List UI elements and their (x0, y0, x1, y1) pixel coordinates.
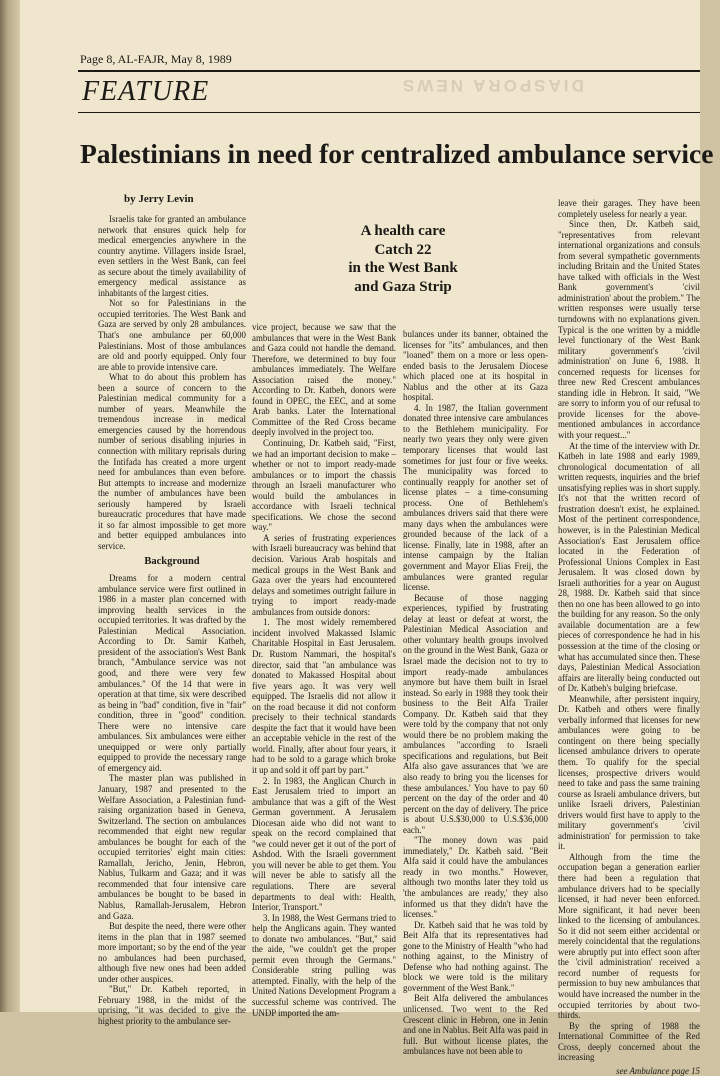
paragraph: Since then, Dr. Katbeh said, "representatives from relevant international organizations and consuls from several sympathetic governments including Britain and the United States have talked with officials in the West Bank government's 'civil administration' about the problem." The written responses were usually terse turndowns with no explanations given. Typical is the one written by a middle level functionary of the West Bank military government's 'civil administration' on June 6, 1988. It concerned requests for licenses for three new Red Crescent ambulances standing idle in Hebron. It said, "We are sorry to inform you of our refusal to provide licenses for the above-mentioned ambulances in accordance with your request..." (558, 219, 700, 441)
column-3 (403, 329, 548, 1057)
paragraph: A series of frustrating experiences with Israeli bureaucracy was behind that decision. Various Arab hospitals and medical groups in the West Bank and Gaza over the years had encountered delays and sometimes outright failure in trying to import ready-made ambulances from outside donors: (252, 532, 396, 617)
paragraph: 1. The most widely remembered incident involved Makassed Islamic Charitable Hospital in East Jerusalem. Dr. Rustom Nammari, the hospital's director, said that "an ambulance was donated to Makassed Hospital about five years ago. It was very well equipped. The Israelis did not allow it on the road because it did not conform precisely to their technical standards despite the fact that it would have been an acceptable vehicle in the rest of the world. Finally, after about four years, it had to be sold to a garage which broke it up and sold it off part by part." (252, 617, 396, 775)
deck-line: A health care (360, 223, 446, 239)
paragraph: 2. In 1983, the Anglican Church in East Jerusalem tried to import an ambulance that was a gift of the West German government. A Jerusalem Diocesan aide who did not want to speak on the record complained that "we could never get it out of the port of Ashdod. With the Israeli government you will never be able to get them. You will never be able to satisfy all the regulations. There are several departments to deal with: Health, Interior, Transport." (252, 775, 396, 913)
paragraph: By the spring of 1988 the International Committee of the Red Cross, deeply concerned about the increasing (558, 1020, 700, 1063)
column-4 (558, 198, 700, 1076)
deck-line: in the West Bank (348, 260, 458, 276)
deck-subhead (252, 222, 554, 296)
subheading-background: Background (144, 555, 200, 567)
continued-jump-line: see Ambulance page 15 (616, 1065, 700, 1076)
bleed-through-text: DIASPORA NEWS (400, 76, 584, 95)
deck-line: Catch 22 (374, 241, 432, 258)
section-rule (78, 112, 700, 113)
section-label: FEATURE (82, 76, 210, 107)
paragraph: At the time of the interview with Dr. Katbeh in late 1988 and early 1989, chronological documentation of all written requests, inquiries and the brief unsatisfying replies was in short supply. It's not that the written record of frustration doesn't exist, he explained. Most of the pertinent correspondence, however, is in the Palestinian Medical Association's East Jerusalem office located in the Federation of Professional Unions Complex in East Jerusalem. It was closed down by Israeli authorities for a year on August 28, 1988. Dr. Katbeh said that since then no one has been allowed to go into the building for any reason. So the only available documentation are a few pieces of correspondence he had in his possession at the time of the closing or what has accumulated since then. These days, Palestinian Medical Association affairs are literally being conducted out of Dr. Katbeh's bulging briefcase. (558, 440, 700, 694)
paragraph: "But," Dr. Katbeh reported, in February 1988, in the midst of the uprising, "it was decided to give the highest priority to the ambulance ser- (98, 984, 246, 1027)
paragraph: Not so for Palestinians in the occupied territories. The West Bank and Gaza are served by only 28 ambulances. That's one ambulance per 60,000 Palestinians. Most of those ambulances are old and poorly equipped. Only four are able to provide intensive care. (98, 298, 246, 372)
paragraph: Dreams for a modern central ambulance service were first outlined in 1986 in a master plan concerned with improving health services in the occupied territories. It was drafted by the Palestinian Medical Association. According to Dr. Samir Katbeh, president of the association's West Bank branch, "Ambulance service was not good, and there were very few ambulances." Of the 14 that were in operation at that time, six were described as being in "bad" condition, five in "fair" condition, three in "good" condition. There were no intensive care ambulances. Six ambulances were either unequipped or were only partially equipped to provide the necessary range of emergency aid. (98, 573, 246, 773)
paragraph: Because of those nagging experiences, typified by frustrating delay at least or defeat at worst, the Palestinian Medical Association and other voluntary health groups involved on the ground in the West Bank, Gaza or Israel made the decision not to try to import ready-made ambulances anymore but have them built in Israel instead. So early in 1988 they took their business to the Beit Alfa Trailer Company. Dr. Katbeh said that they were told by the company that not only would there be no problem making the ambulances "according to Israeli specifications and regulations, but Beit Alfa also gave assurances that 'we are also ready to bring you the licenses for these ambulances.' You have to pay 60 percent on the day of the order and 40 percent on the day of delivery. The price is about U.S.$30,000 to U.S.$36,000 each." (403, 592, 548, 835)
deck-line: and Gaza Strip (354, 278, 452, 295)
paragraph: Dr. Katbeh said that he was told by Beit Alfa that its representatives had gone to the Ministry of Health "who had nothing against, to the Ministry of Defense who had nothing against. The block we were told is the military government of the West Bank." (403, 919, 548, 993)
column-2 (252, 322, 396, 1018)
newspaper-page (20, 0, 714, 1076)
paragraph: Although from the time the occupation began a generation earlier there had been a regulation that ambulance drivers had to be specially licensed, it had never been enforced. More significant, it had never been linked to the licensing of ambulances. So it did not seem either accidental or merely coincidental that the regulations were abruptly put into effect soon after the 'civil administration' received a record number of requests for permission to buy new ambulances that would have increased the number in the occupied territories by about two-thirds. (558, 851, 700, 1021)
paragraph: Continuing, Dr. Katbeh said, "First, we had an important decision to make – whether or not to import ready-made ambulances or to import the chassis through an Israeli manufacturer who would build the ambulances in accordance with Israeli technical specifications. We chose the second way." (252, 438, 396, 533)
paragraph: The master plan was published in January, 1987 and presented to the Welfare Association, a Palestinian fund-raising organization based in Geneva, Switzerland. The section on ambulances recommended that eight new regular ambulances be bought for each of the occupied territories' eight main cities: Ramallah, Jericho, Jenin, Hebron, Nablus, Tulkarm and Gaza; and it was recommended that four intensive care ambulances be bought to be based in Nablus, Ramallah-Jerusalem, Hebron and Gaza. (98, 773, 246, 921)
paragraph: "The money down was paid immediately," Dr. Katbeh said. "Beit Alfa said it could have the ambulances ready in two months." However, although two months later they told us 'the ambulances are ready,' they also informed us that they didn't have the licenses." (403, 835, 548, 920)
byline: by Jerry Levin (124, 193, 194, 205)
paragraph: But despite the need, there were other items in the plan that in 1987 seemed more important; so by the end of the year no ambulances had been purchased, although five new ones had been added under other auspices. (98, 921, 246, 984)
paragraph: Meanwhile, after persistent inquiry, Dr. Katbeh and others were finally verbally informed that licenses for new ambulances were going to be contingent on there being specially licensed ambulance drivers to operate them. To qualify for the special licenses, prospective drivers would need to take and pass the same training course as Israeli ambulance drivers, but unlike Israeli drivers, Palestinian drivers would first have to apply to the military government's 'civil administration' for permission to take it. (558, 693, 700, 852)
paragraph: Beit Alfa delivered the ambulances unlicensed. Two went to the Red Crescent clinic in Hebron, one in Jenin and one in Nablus. Beit Alfa was paid in full. But without license plates, the ambulances have not been able to (403, 993, 548, 1057)
book-binding (0, 0, 20, 1012)
paragraph: leave their garages. They have been completely useless for nearly a year. (558, 198, 700, 219)
column-1 (98, 214, 246, 1027)
paragraph: 3. In 1988, the West Germans tried to help the Anglicans again. They wanted to donate two ambulances. "But," said the aide, "we couldn't get the proper permit even through the Germans." Considerable string pulling was attempted. Finally, with the help of the United Nations Development Program a successful scheme was contrived. The UNDP imported the am- (252, 912, 396, 1018)
paragraph: Israelis take for granted an ambulance network that ensures quick help for medical emergencies anywhere in the country anytime. Villagers inside Israel, even settlers in the West Bank, can feel as secure about the timely availability of emergency medical assistance as inhabitants of the largest cities. (98, 214, 246, 298)
paragraph: vice project, because we saw that the ambulances that were in the West Bank and Gaza could not handle the demand. Therefore, we determined to buy four ambulances immediately. The Welfare Association raised the money." According to Dr. Katbeh, donors were found in OPEC, the EEC, and at some Arab banks. Later the International Committee of the Red Cross became deeply involved in the project too. (252, 322, 396, 438)
paragraph: What to do about this problem has been a source of concern to the Palestinian medical community for a number of years. Meanwhile the tremendous increase in medical emergencies caused by the horrendous number of serious disabling injuries in connection with military reprisals during the Intifada has created a more urgent need for ambulances than even before. But attempts to increase and modernize the number of ambulances have been seriously hampered by Israeli bureaucratic procedures that have made it so far almost impossible to get more and better equipped ambulances into service. (98, 372, 246, 551)
paragraph: bulances under its banner, obtained the licenses for "its" ambulances, and then "loaned" them on a more or less open-ended basis to the Jerusalem Diocese which placed one at its hospital in Nablus and the other at its Gaza hospital. (403, 329, 548, 403)
headline: Palestinians in need for centralized ambulance service (80, 138, 714, 169)
paragraph: 4. In 1987, the Italian government donated three intensive care ambulances to the Bethlehem municipality. For nearly two years they only were given temporary licenses that would last sometimes for just four or five weeks. The municipality was forced to continually reapply for another set of license plates – a time-consuming process. One of Bethlehem's ambulances drivers said that there were many days when the ambulances were grounded because of the lack of a license. Finally, late in 1988, after an intense campaign by the Italian government and Mayor Elias Freij, the ambulances were granted regular license. (403, 402, 548, 593)
running-head: Page 8, AL-FAJR, May 8, 1989 (80, 52, 232, 66)
top-rule (78, 70, 700, 72)
